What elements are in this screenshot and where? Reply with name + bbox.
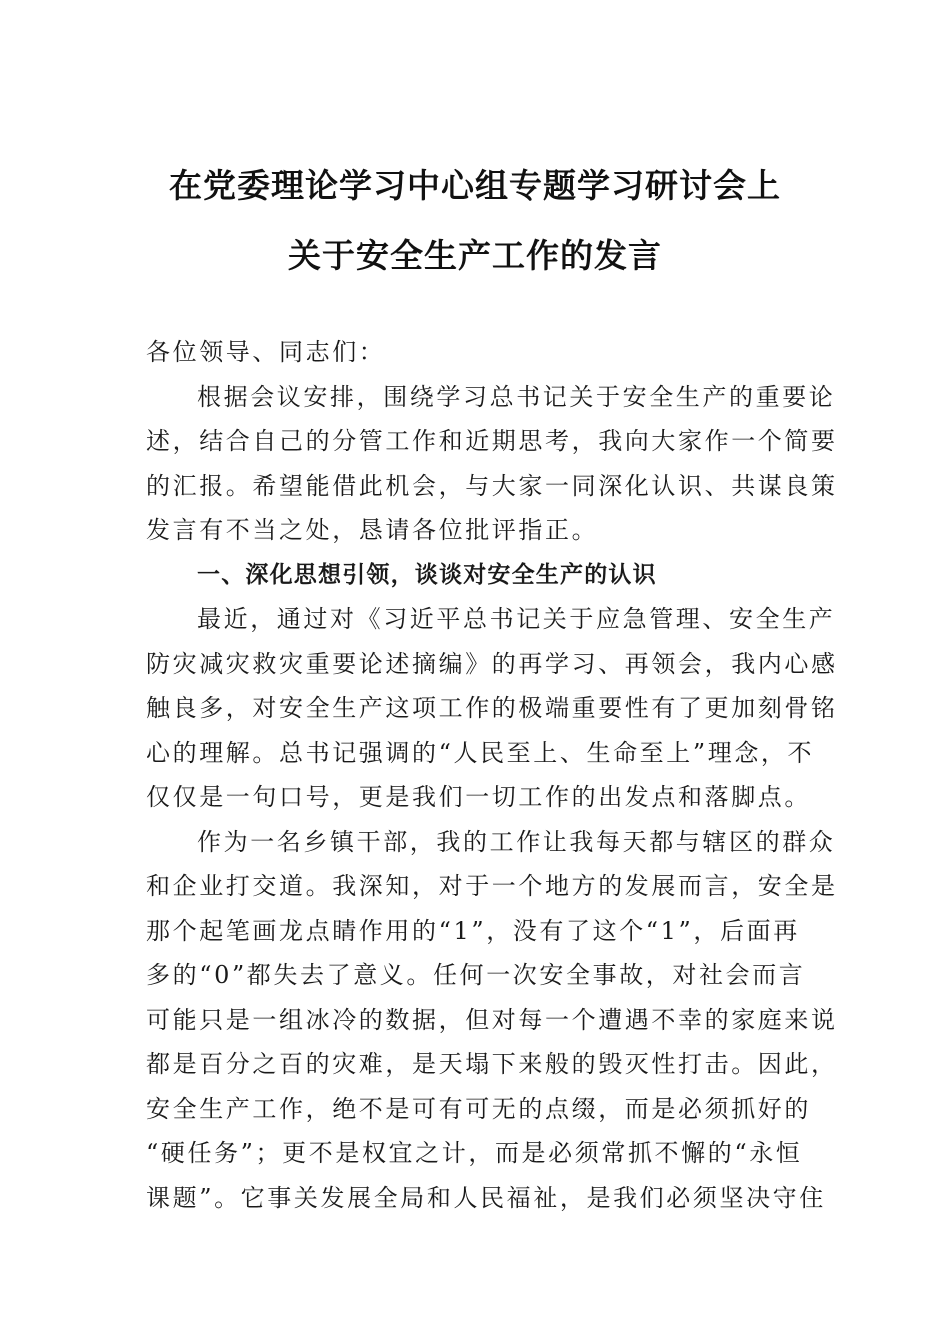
paragraph2-line: 可能只是一组冰冷的数据，但对每一个遭遇不幸的家庭来说 <box>146 1005 838 1034</box>
paragraph2-line: “硬任务”；更不是权宜之计，而是必须常抓不懈的“永恒 <box>146 1139 803 1167</box>
document-body <box>146 330 838 1220</box>
intro-line: 根据会议安排，围绕学习总书记关于安全生产的重要论 <box>197 382 836 411</box>
paragraph1-line: 防灾减灾救灾重要论述摘编》的再学习、再领会，我内心感 <box>146 649 838 678</box>
paragraph2-line: 作为一名乡镇干部，我的工作让我每天都与辖区的群众 <box>197 827 836 856</box>
intro-line: 的汇报。希望能借此机会，与大家一同深化认识、共谋良策 <box>146 471 838 500</box>
salutation: 各位领导、同志们： <box>146 338 386 366</box>
paragraph2-line: 课题”。它事关发展全局和人民福祉，是我们必须坚决守住 <box>146 1183 826 1212</box>
intro-line: 发言有不当之处，恳请各位批评指正。 <box>146 516 599 544</box>
paragraph2-line: 多的“0”都失去了意义。任何一次安全事故，对社会而言 <box>146 961 806 989</box>
document-title-line-1: 在党委理论学习中心组专题学习研讨会上 <box>169 166 781 205</box>
paragraph1-line: 最近，通过对《习近平总书记关于应急管理、安全生产 <box>197 605 836 633</box>
paragraph2-line: 安全生产工作，绝不是可有可无的点缀，而是必须抓好的 <box>146 1094 811 1123</box>
paragraph2-line: 和企业打交道。我深知，对于一个地方的发展而言，安全是 <box>146 872 838 900</box>
paragraph1-line: 仅仅是一句口号，更是我们一切工作的出发点和落脚点。 <box>146 783 811 811</box>
paragraph2-line: 都是百分之百的灾难，是天塌下来般的毁灭性打击。因此， <box>146 1050 838 1078</box>
intro-line: 述，结合自己的分管工作和近期思考，我向大家作一个简要 <box>146 427 838 455</box>
paragraph1-line: 心的理解。总书记强调的“人民至上、生命至上”理念，不 <box>146 738 815 767</box>
document-title-line-2: 关于安全生产工作的发言 <box>288 236 662 275</box>
paragraph2-line: 那个起笔画龙点睛作用的“1”，没有了这个“1”，后面再 <box>146 916 800 945</box>
section-heading: 一、深化思想引领，谈谈对安全生产的认识 <box>197 561 657 588</box>
paragraph1-line: 触良多，对安全生产这项工作的极端重要性有了更加刻骨铭 <box>146 694 838 722</box>
